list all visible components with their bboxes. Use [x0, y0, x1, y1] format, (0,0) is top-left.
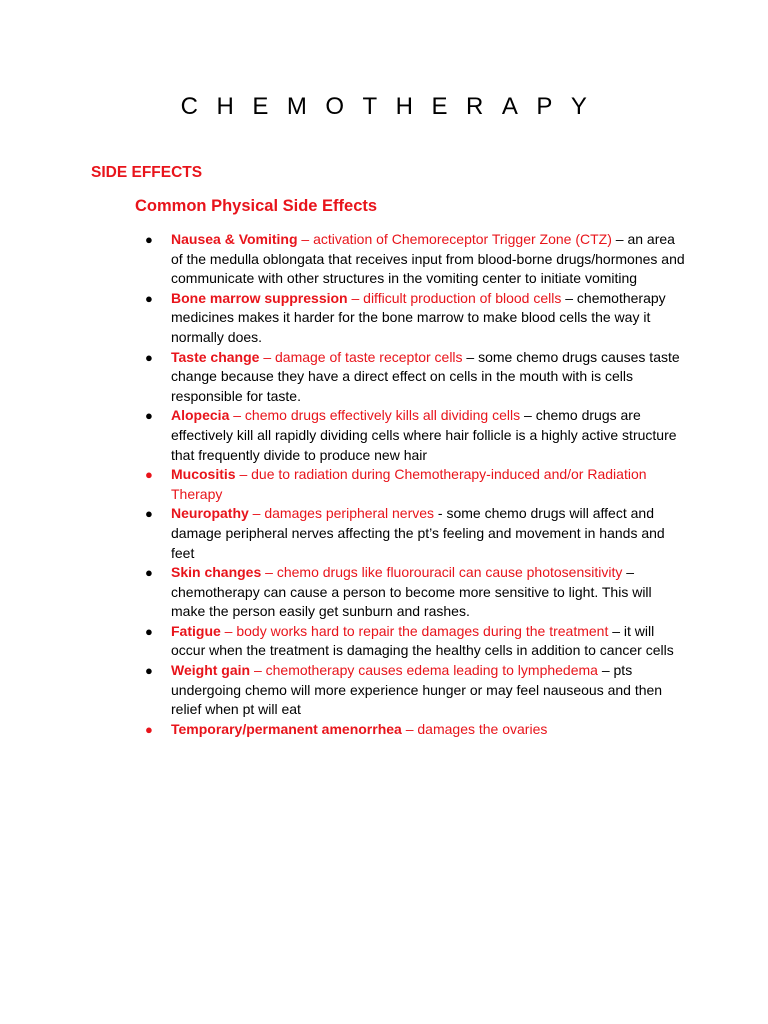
- list-item: [145, 348, 685, 407]
- bullet-icon: ●: [145, 565, 153, 581]
- bullet-icon: ●: [145, 506, 153, 522]
- bullet-icon: ●: [145, 232, 153, 247]
- effect-detail: – it will occur when the treatment is damaging the healthy cells in addition to cancer cells: [171, 622, 674, 659]
- effect-detail: – chemo drugs are effectively kill all rapidly dividing cells where hair follicle is a highly active structure that frequently divide to produce new hair: [171, 407, 677, 463]
- effect-cause: – difficult production of blood cells: [347, 289, 562, 306]
- list-item: [145, 230, 685, 289]
- list-item: [145, 465, 685, 504]
- list-item: [145, 661, 685, 720]
- effect-detail: – pts undergoing chemo will more experience hunger or may feel nauseous and then relief when pt will eat: [171, 662, 663, 718]
- effect-term: Taste change: [171, 348, 260, 365]
- effect-cause: – damages the ovaries: [401, 720, 548, 737]
- effect-cause: – chemo drugs effectively kills all dividing cells: [229, 407, 521, 424]
- sub-heading: Common Physical Side Effects: [135, 197, 378, 215]
- bullet-icon: ●: [145, 467, 153, 483]
- bullet-icon: ●: [145, 349, 153, 365]
- effect-detail: – chemotherapy medicines makes it harder for the bone marrow to make blood cells the way it normally does.: [171, 289, 666, 345]
- effect-term: Neuropathy: [171, 505, 249, 522]
- list-item: [145, 289, 685, 348]
- side-effects-list: [145, 230, 685, 739]
- bullet-icon: ●: [145, 663, 153, 679]
- list-item: [145, 563, 685, 622]
- effect-detail: – chemotherapy can cause a person to become more sensitive to light. This will make the person easily get sunburn and rashes.: [171, 564, 652, 620]
- bullet-icon: ●: [145, 408, 153, 424]
- effect-cause: – damage of taste receptor cells: [259, 348, 463, 365]
- list-item: [145, 406, 685, 465]
- effect-detail: – an area of the medulla oblongata that receives input from blood-borne drugs/hormones and communicate with other structures in the vomiting center to initiate vomiting: [171, 231, 685, 287]
- effect-cause: – chemo drugs like fluorouracil can cause photosensitivity: [261, 564, 623, 581]
- bullet-icon: ●: [145, 623, 153, 639]
- effect-cause: – activation of Chemoreceptor Trigger Zone (CTZ): [297, 231, 612, 247]
- document-title: CHEMOTHERAPY: [180, 93, 606, 120]
- effect-term: Weight gain: [171, 662, 251, 679]
- effect-term: Skin changes: [171, 564, 262, 581]
- section-heading: SIDE EFFECTS: [91, 164, 203, 181]
- effect-cause: – chemotherapy causes edema leading to lymphedema: [250, 662, 598, 679]
- list-item: [145, 504, 685, 563]
- effect-cause: – body works hard to repair the damages during the treatment: [220, 622, 609, 639]
- list-item: [145, 720, 685, 740]
- effect-term: Bone marrow suppression: [171, 289, 348, 306]
- bullet-icon: ●: [145, 721, 153, 737]
- effect-term: Mucositis: [171, 466, 236, 483]
- effect-cause: – due to radiation during Chemotherapy-induced and/or Radiation Therapy: [171, 466, 647, 502]
- effect-term: Alopecia: [171, 407, 230, 424]
- list-item: [145, 622, 685, 661]
- effect-term: Fatigue: [171, 622, 221, 639]
- bullet-icon: ●: [145, 290, 153, 306]
- effect-detail: - some chemo drugs will affect and damage peripheral nerves affecting the pt’s feeling and movement in hands and feet: [171, 505, 665, 561]
- effect-detail: – some chemo drugs causes taste change because they have a direct effect on cells in the mouth with is cells responsible for taste.: [171, 348, 680, 404]
- effect-term: Nausea & Vomiting: [171, 231, 298, 247]
- effect-cause: – damages peripheral nerves: [248, 505, 435, 522]
- effect-term: Temporary/permanent amenorrhea: [171, 720, 402, 737]
